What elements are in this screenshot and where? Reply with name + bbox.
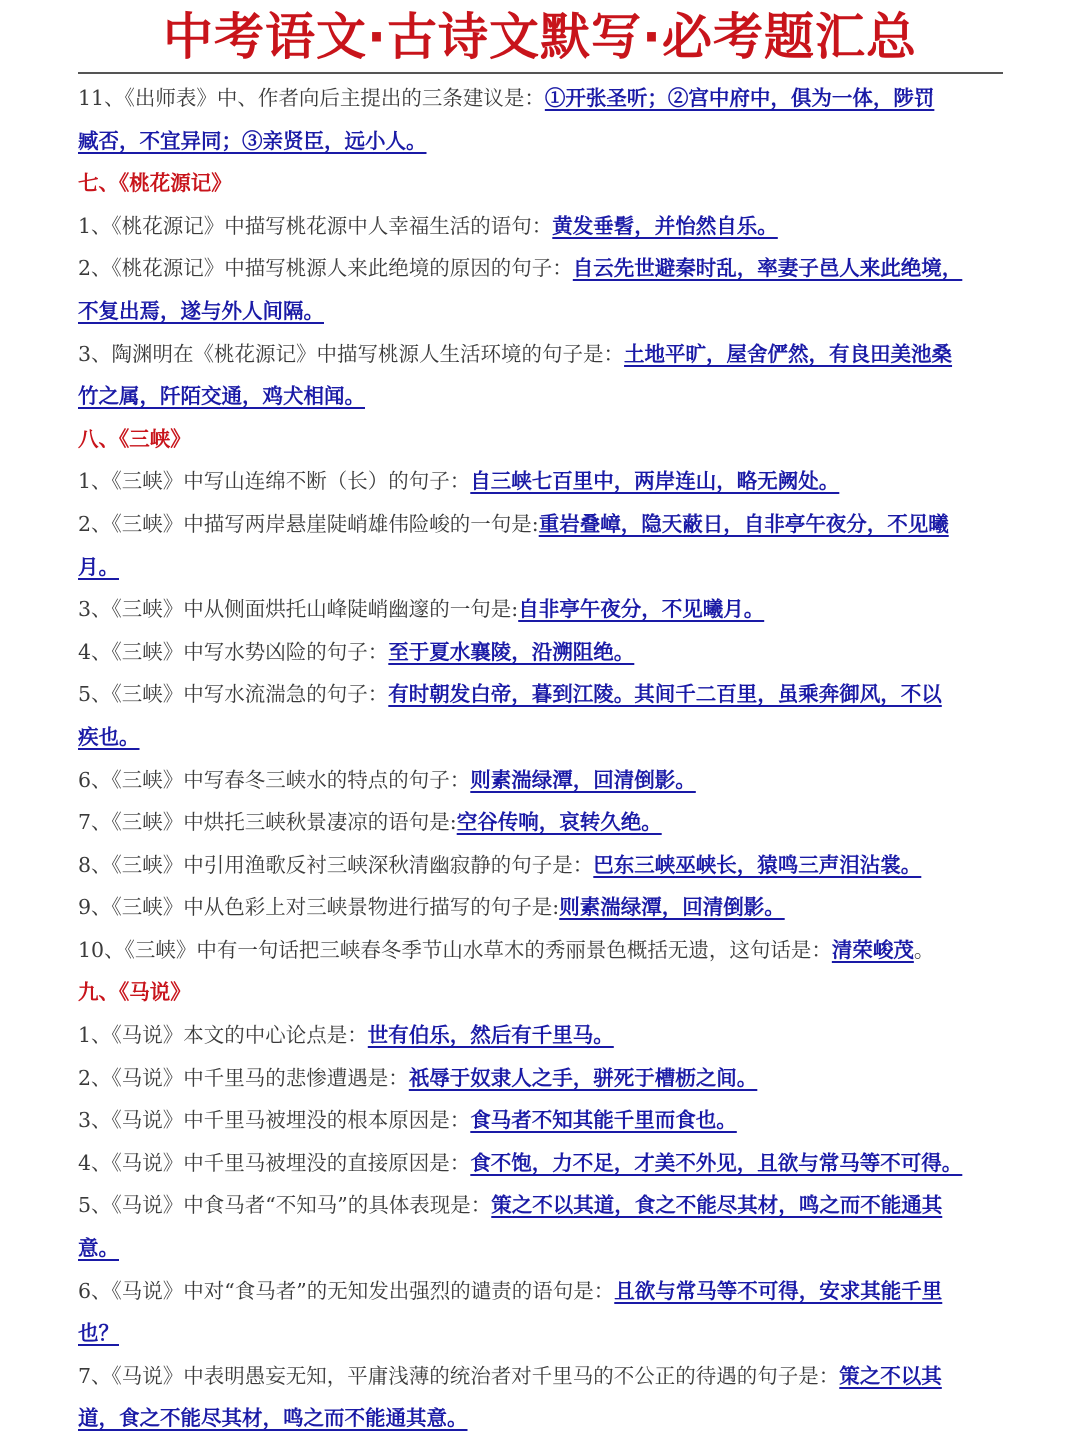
list-item	[78, 673, 1003, 716]
list-item	[78, 1227, 1003, 1270]
question-text: 7、《马说》中表明愚妄无知，平庸浅薄的统治者对千里马的不公正的待遇的句子是：	[78, 1363, 840, 1388]
answer-text: 土地平旷，屋舍俨然，有良田美池桑	[624, 341, 953, 366]
question-text: 10、《三峡》中有一句话把三峡春冬季节山水草木的秀丽景色概括无遗，这句话是：	[78, 937, 832, 962]
answer-text: 且欲与常马等不可得，安求其能千里	[614, 1278, 943, 1303]
document-body	[78, 77, 1003, 1440]
answer-text: 策之不以其道，食之不能尽其材，鸣之而不能通其	[491, 1193, 943, 1218]
answer-text: 清荣峻茂	[831, 937, 914, 962]
list-item	[78, 120, 1003, 163]
list-item	[78, 588, 1003, 631]
question-text: 4、《三峡》中写水势凶险的句子：	[78, 639, 389, 664]
answer-text: 黄发垂髫，并怡然自乐。	[552, 213, 778, 238]
answer-text: 不复出焉，遂与外人间隔。	[78, 298, 324, 323]
question-text: 3、陶渊明在《桃花源记》中描写桃源人生活环境的句子是：	[78, 341, 625, 366]
list-item	[78, 247, 1003, 290]
list-item	[78, 801, 1003, 844]
question-text: 7、《三峡》中烘托三峡秋景凄凉的语句是:	[78, 810, 457, 835]
question-text: 5、《三峡》中写水流湍急的句子：	[78, 682, 389, 707]
question-text: 6、《马说》中对“食马者”的无知发出强烈的谴责的语句是：	[78, 1278, 615, 1303]
list-item	[78, 1184, 1003, 1227]
answer-text: 至于夏水襄陵，沿溯阻绝。	[388, 639, 635, 664]
answer-text: 则素湍绿潭，回清倒影。	[559, 895, 785, 920]
list-item	[78, 1142, 1003, 1185]
answer-text: 自三峡七百里中，两岸连山，略无阙处。	[470, 469, 840, 494]
answer-text: 空谷传响，哀转久绝。	[456, 810, 662, 835]
question-text: 5、《马说》中食马者“不知马”的具体表现是：	[78, 1193, 492, 1218]
list-item	[78, 375, 1003, 418]
answer-text: 自云先世避秦时乱，率妻子邑人来此绝境，	[572, 256, 963, 281]
list-item	[78, 886, 1003, 929]
question-text: 3、《三峡》中从侧面烘托山峰陡峭幽邃的一句是:	[78, 597, 519, 622]
question-text: 8、《三峡》中引用渔歌反衬三峡深秋清幽寂静的句子是：	[78, 852, 594, 877]
question-text: 4、《马说》中千里马被埋没的直接原因是：	[78, 1150, 471, 1175]
answer-text: 重岩叠嶂，隐天蔽日，自非亭午夜分，不见曦	[538, 511, 949, 536]
list-item	[78, 1312, 1003, 1355]
answer-text: 则素湍绿潭，回清倒影。	[470, 767, 696, 792]
answer-text: 巴东三峡巫峡长，猿鸣三声泪沾裳。	[593, 852, 922, 877]
list-item	[78, 290, 1003, 333]
answer-text: 食不饱，力不足，才美不外见，且欲与常马等不可得。	[470, 1150, 963, 1175]
question-text: 2、《桃花源记》中描写桃源人来此绝境的原因的句子：	[78, 256, 573, 281]
list-item	[78, 460, 1003, 503]
list-item	[78, 1355, 1003, 1398]
question-text: 3、《马说》中千里马被埋没的根本原因是：	[78, 1108, 471, 1133]
answer-text: 自非亭午夜分，不见曦月。	[518, 597, 765, 622]
answer-text: 祇辱于奴隶人之手，骈死于槽枥之间。	[408, 1065, 758, 1090]
list-item	[78, 631, 1003, 674]
page-title: 中考语文·古诗文默写·必考题汇总	[163, 8, 917, 66]
list-item	[78, 77, 1003, 120]
answer-text: 臧否，不宜异同；③亲贤臣，远小人。	[78, 128, 427, 153]
answer-text: 疾也。	[78, 724, 140, 749]
question-text: 2、《马说》中千里马的悲惨遭遇是：	[78, 1065, 409, 1090]
list-item	[78, 1099, 1003, 1142]
list-item	[78, 333, 1003, 376]
answer-text: 世有伯乐，然后有千里马。	[367, 1023, 614, 1048]
answer-text: 也？	[78, 1321, 119, 1346]
answer-end-punctuation: 。	[913, 937, 935, 962]
list-item	[78, 1057, 1003, 1100]
question-text: 1、《桃花源记》中描写桃花源中人幸福生活的语句：	[78, 213, 553, 238]
section-heading: 八、《三峡》	[78, 426, 191, 451]
list-item	[78, 503, 1003, 546]
list-item	[78, 205, 1003, 248]
section-heading: 九、《马说》	[78, 980, 191, 1005]
list-item	[78, 1397, 1003, 1440]
list-item	[78, 1270, 1003, 1313]
answer-text: 意。	[78, 1236, 119, 1261]
list-item	[78, 844, 1003, 887]
list-item	[78, 929, 1003, 972]
answer-text: ①开张圣听；②宫中府中，俱为一体，陟罚	[544, 86, 935, 110]
answer-text: 食马者不知其能千里而食也。	[470, 1108, 737, 1133]
list-item	[78, 546, 1003, 589]
answer-text: 月。	[78, 554, 119, 579]
question-text: 11、《出师表》中、作者向后主提出的三条建议是：	[78, 86, 545, 110]
list-item	[78, 759, 1003, 802]
question-text: 2、《三峡》中描写两岸悬崖陡峭雄伟险峻的一句是:	[78, 511, 539, 536]
answer-text: 有时朝发白帝，暮到江陵。其间千二百里，虽乘奔御风，不以	[388, 682, 942, 707]
question-text: 1、《三峡》中写山连绵不断（长）的句子：	[78, 469, 471, 494]
answer-text: 策之不以其	[839, 1363, 942, 1388]
question-text: 1、《马说》本文的中心论点是：	[78, 1023, 368, 1048]
list-item	[78, 716, 1003, 759]
answer-text: 道，食之不能尽其材，鸣之而不能通其意。	[78, 1406, 468, 1431]
question-text: 6、《三峡》中写春冬三峡水的特点的句子：	[78, 767, 471, 792]
answer-text: 竹之属，阡陌交通，鸡犬相闻。	[78, 384, 365, 409]
question-text: 9、《三峡》中从色彩上对三峡景物进行描写的句子是:	[78, 895, 560, 920]
title-divider	[78, 72, 1003, 74]
section-heading: 七、《桃花源记》	[78, 171, 232, 196]
list-item	[78, 1014, 1003, 1057]
